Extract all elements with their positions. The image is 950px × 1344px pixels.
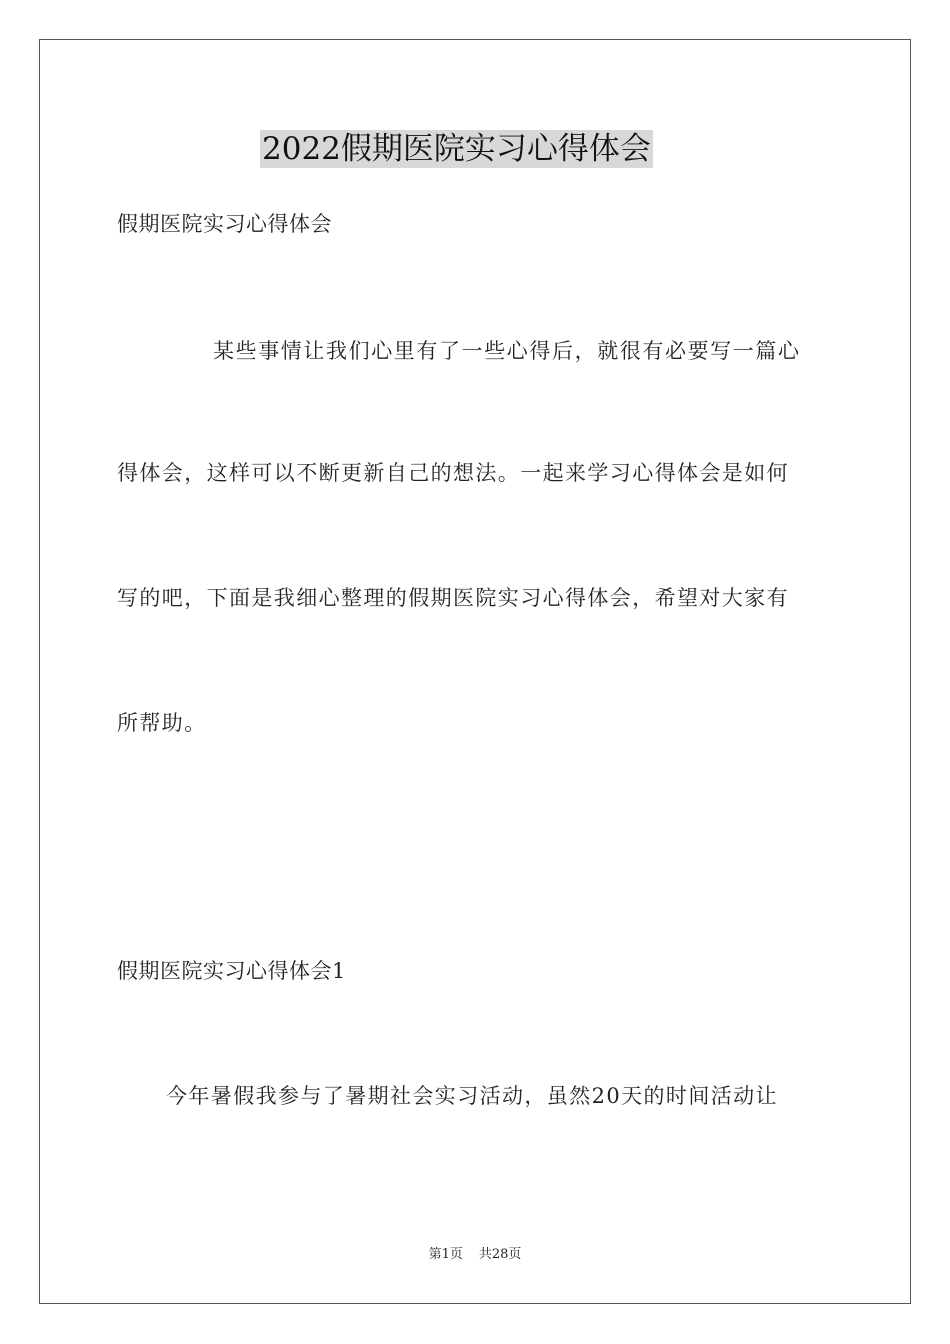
- document-subtitle: 假期医院实习心得体会: [117, 212, 332, 236]
- intro-line-3: 写的吧，下面是我细心整理的假期医院实习心得体会，希望对大家有: [117, 586, 789, 610]
- page-number: 第1页: [428, 1247, 463, 1262]
- document-title: 2022假期医院实习心得体会: [262, 131, 651, 167]
- intro-line-2: 得体会，这样可以不断更新自己的想法。一起来学习心得体会是如何: [117, 461, 789, 485]
- intro-line-4: 所帮助。: [117, 711, 207, 735]
- section-heading: 假期医院实习心得体会1: [117, 959, 346, 983]
- intro-line-1: 某些事情让我们心里有了一些心得后，就很有必要写一篇心: [213, 339, 801, 363]
- page-total: 共28页: [478, 1247, 522, 1262]
- section-paragraph-line: 今年暑假我参与了暑期社会实习活动，虽然20天的时间活动让: [166, 1084, 778, 1108]
- page-footer: [0, 1246, 950, 1264]
